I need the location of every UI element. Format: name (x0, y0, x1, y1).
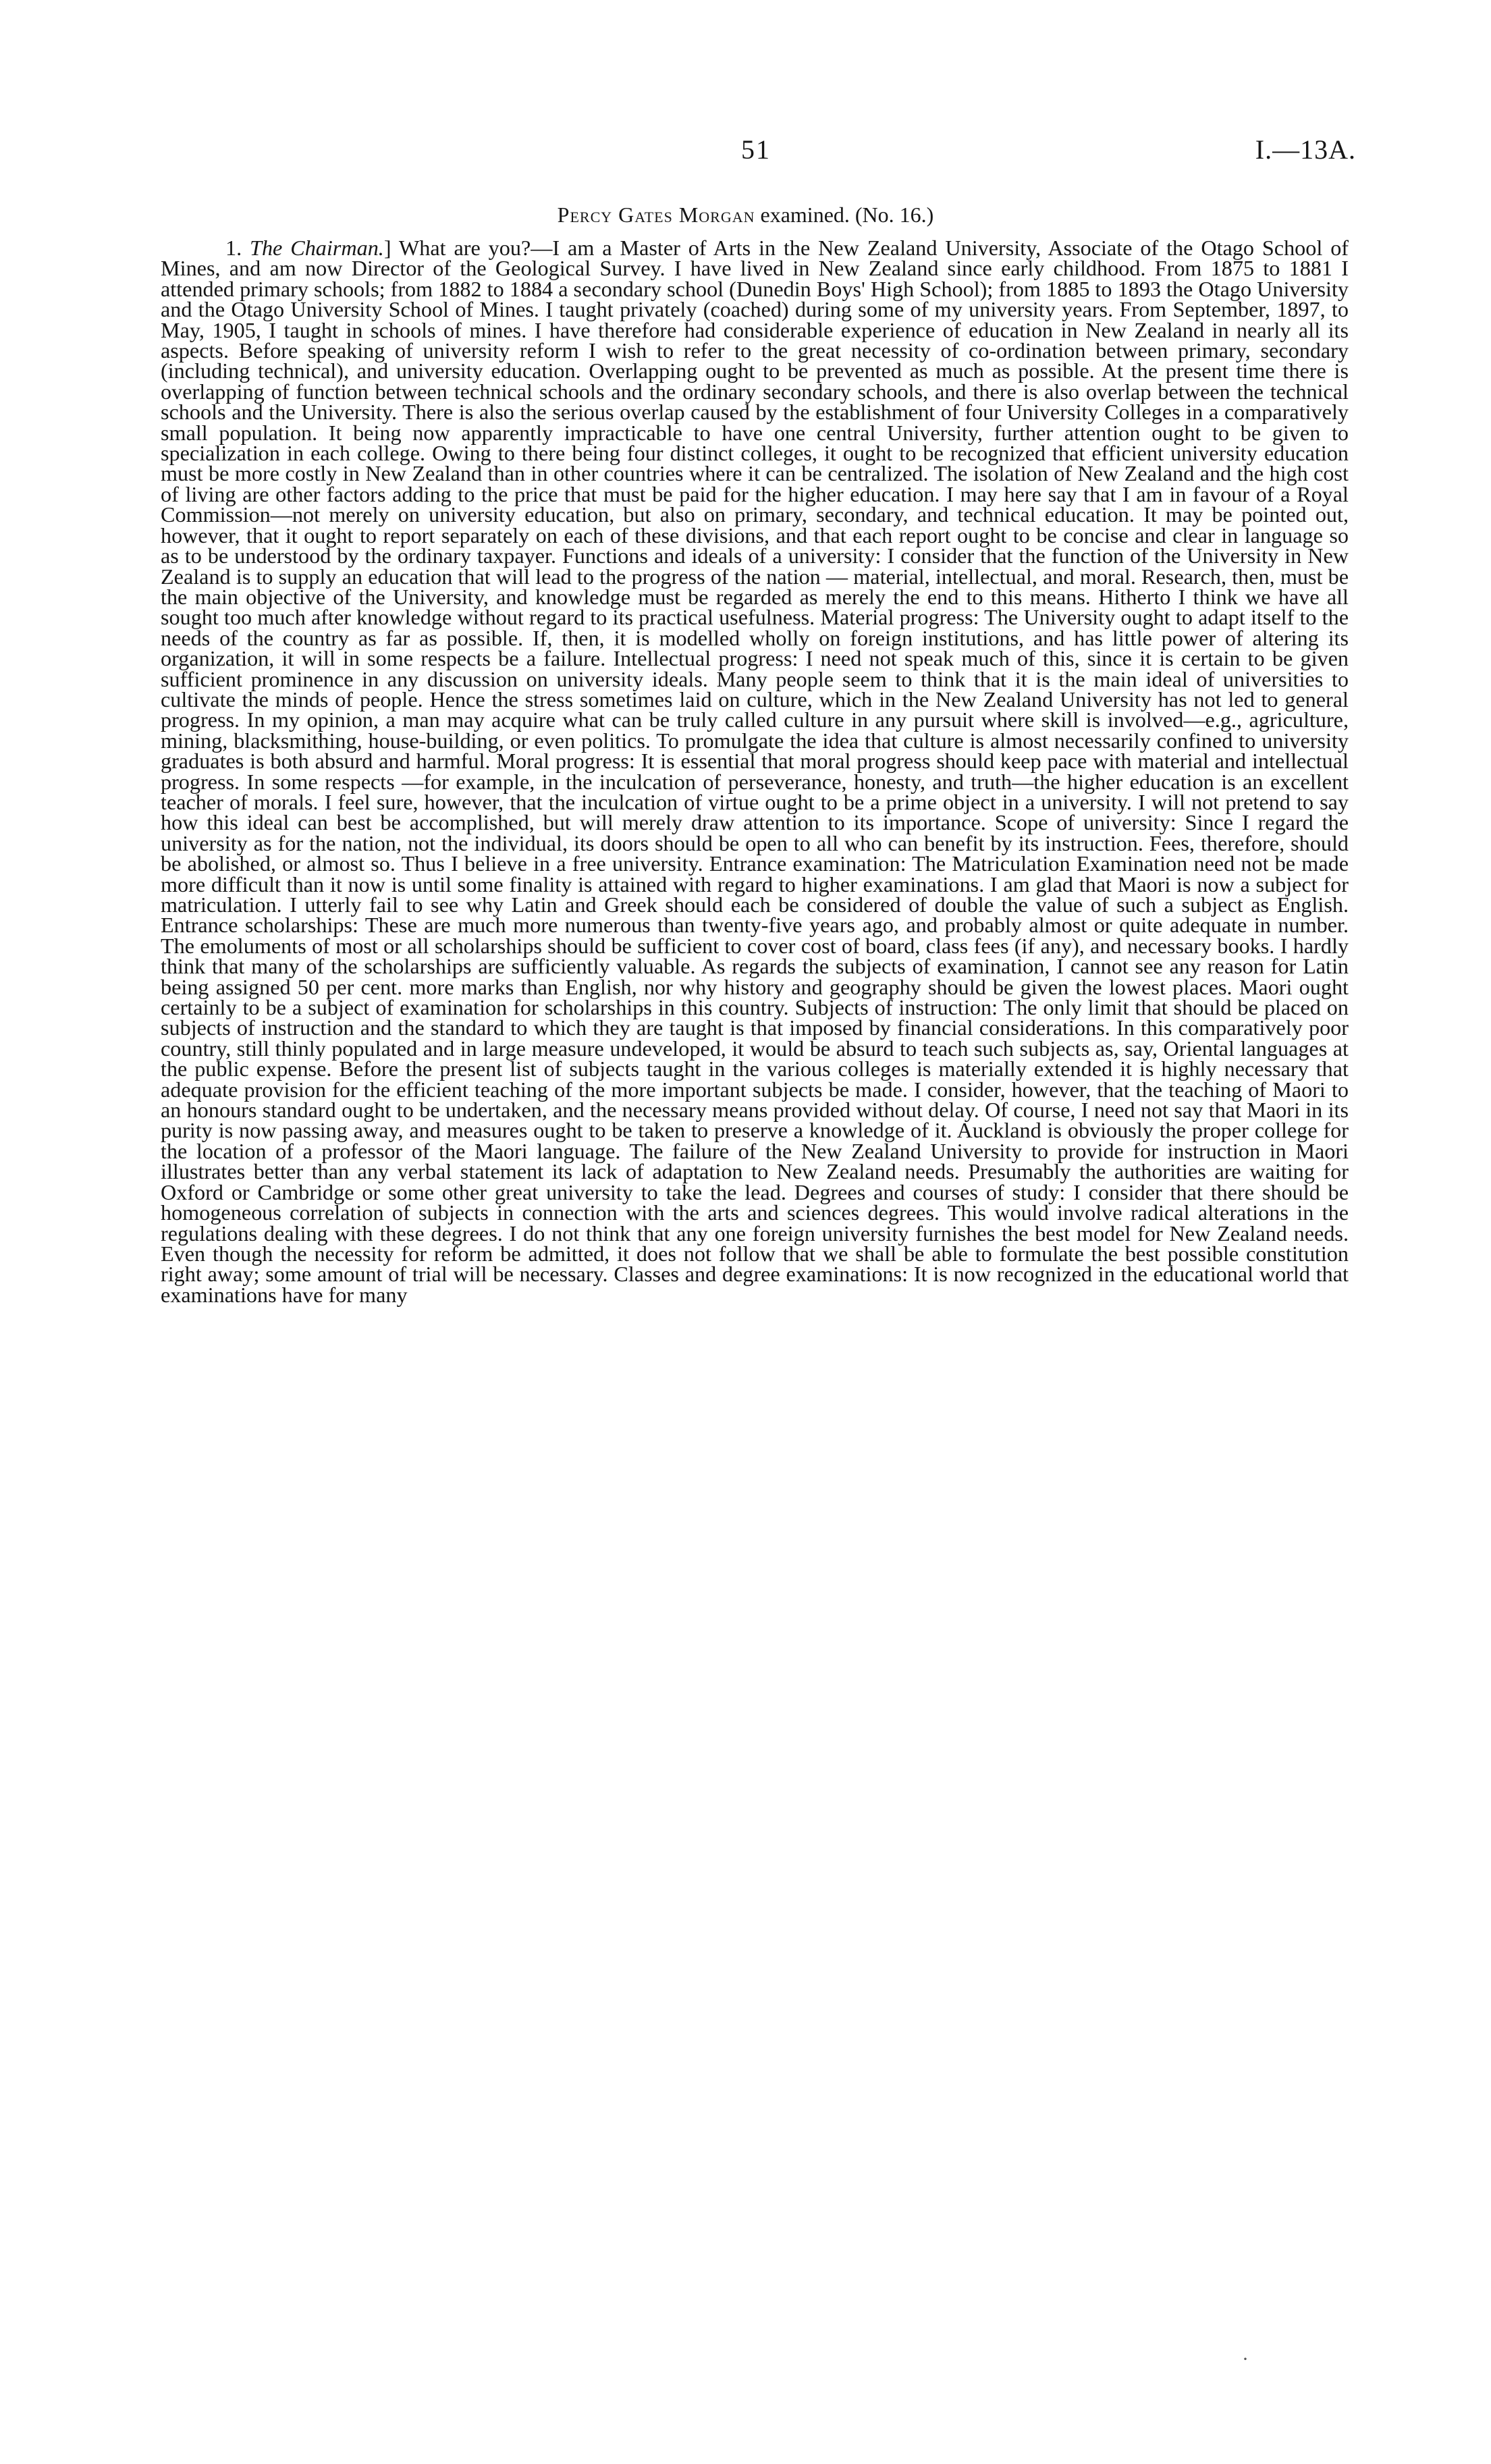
heading-rest: examined. (No. 16.) (755, 203, 934, 227)
witness-name: Percy Gates Morgan (557, 203, 755, 227)
speaker-label: The Chairman. (250, 236, 384, 260)
question-number: 1. (225, 236, 242, 260)
testimony-text: ] What are you?—I am a Master of Arts in the New Zealand University, Associate of the Otago School of Mines, and am now Director of the Geological Survey. I have lived in New Zealand since early childhood. From 1875 to 1881 I attended primary schools; from 1882 to 1884 a secondary school (Dunedin Boys' High School); from 1885 to 1893 the Otago University and the Otago University School of Mines. I taught privately (coached) during some of my university years. From September, 1897, to May, 1905, I taught in schools of mines. I have therefore had considerable experience of education in New Zealand in nearly all its aspects. Before speaking of university reform I wish to refer to the great necessity of co-ordination between primary, secondary (including technical), and university education. Overlapping ought to be prevented as much as possible. At the present time there is overlapping of function between technical schools and the ordinary secondary schools, and there is also overlap between the technical schools and the University. There is also the serious overlap caused by the establishment of four University Colleges in a comparatively small population. It being now apparently impracticable to have one central University, further attention ought to be given to specialization in each college. Owing to there being four distinct colleges, it ought to be recognized that efficient university education must be more costly in New Zealand than in other countries where it can be centralized. The isolation of New Zealand and the high cost of living are other factors adding to the price that must be paid for the higher education. I may here say that I am in favour of a Royal Commission—not merely on university education, but also on primary, secondary, and technical education. It may be pointed out, however, that it ought to report separately on each of these divisions, and that each report ought to be concise and clear in language so as to be understood by the ordinary taxpayer. Functions and ideals of a university: I consider that the function of the University in New Zealand is to supply an education that will lead to the progress of the nation — material, intellectual, and moral. Research, then, must be the main objective of the University, and knowledge must be regarded as merely the end to this means. Hitherto I think we have all sought too much after knowledge without regard to its practical usefulness. Material progress: The University ought to adapt itself to the needs of the country as far as possible. If, then, it is modelled wholly on foreign institutions, and has little power of altering its organization, it will in some respects be a failure. Intellectual progress: I need not speak much of this, since it is certain to be given sufficient prominence in any discussion on university ideals. Many people seem to think that it is the main ideal of universities to cultivate the minds of people. Hence the stress sometimes laid on culture, which in the New Zealand University has not led to general progress. In my opinion, a man may acquire what can be truly called culture in any pursuit where skill is involved—e.g., agriculture, mining, blacksmithing, house-building, or even politics. To promulgate the idea that culture is almost necessarily confined to university graduates is both absurd and harmful. Moral progress: It is essential that moral progress should keep pace with material and intellectual progress. In some respects —for example, in the inculcation of perseverance, honesty, and truth—the higher education is an excellent teacher of morals. I feel sure, however, that the inculcation of virtue ought to be a prime object in a university. I will not pretend to say how this ideal can best be accomplished, but will merely draw attention to its importance. Scope of university: Since I regard the university as for the nation, not the individual, its doors should be open to all who can benefit by its instruction. Fees, therefore, should be abolished, or almost so. Thus I believe in a free university. Entrance examination: The Matriculation Examination need not be made more difficult than it now is until some finality is attained with regard to higher examinations. I am glad that Maori is now a subject for matriculation. I utterly fail to see why Latin and Greek should each be considered of double the value of such a subject as English. Entrance scholarships: These are much more numerous than twenty-five years ago, and probably almost or quite adequate in number. The emoluments of most or all scholarships should be sufficient to cover cost of board, class fees (if any), and necessary books. I hardly think that many of the scholarships are sufficiently valuable. As regards the subjects of examination, I cannot see any reason for Latin being assigned 50 per cent. more marks than English, nor why history and geography should be given the lowest places. Maori ought certainly to be a subject of examination for scholarships in this country. Subjects of instruction: The only limit that should be placed on subjects of instruction and the standard to which they are taught is that imposed by financial considerations. In this comparatively poor country, still thinly populated and in large measure undeveloped, it would be absurd to teach such subjects as, say, Oriental languages at the public expense. Before the present list of subjects taught in the various colleges is materially extended it is highly necessary that adequate provision for the efficient teaching of the more important subjects be made. I consider, however, that the teaching of Maori to an honours standard ought to be undertaken, and the necessary means provided without delay. Of course, I need not say that Maori in its purity is now passing away, and measures ought to be taken to preserve a knowledge of it. Auckland is obviously the proper college for the location of a professor of the Maori language. The failure of the New Zealand University to provide for instruction in Maori illustrates better than any verbal statement its lack of adaptation to New Zealand needs. Presumably the authorities are waiting for Oxford or Cambridge or some other great university to take the lead. Degrees and courses of study: I consider that there should be homogeneous correlation of subjects in connection with the arts and sciences degrees. This would involve radical alterations in the regulations dealing with these degrees. I do not think that any one foreign university furnishes the best model for New Zealand needs. Even though the necessity for reform be admitted, it does not follow that we shall be able to formulate the best possible constitution right away; some amount of trial will be necessary. Classes and degree examinations: It is now recognized in the educational world that examinations have for many (161, 236, 1349, 1307)
document-reference: I.—13A. (1255, 134, 1356, 165)
testimony-paragraph (161, 238, 1349, 1305)
page-number: 51 (741, 134, 771, 165)
witness-heading (0, 203, 1491, 227)
stray-mark: · (1242, 2348, 1249, 2370)
